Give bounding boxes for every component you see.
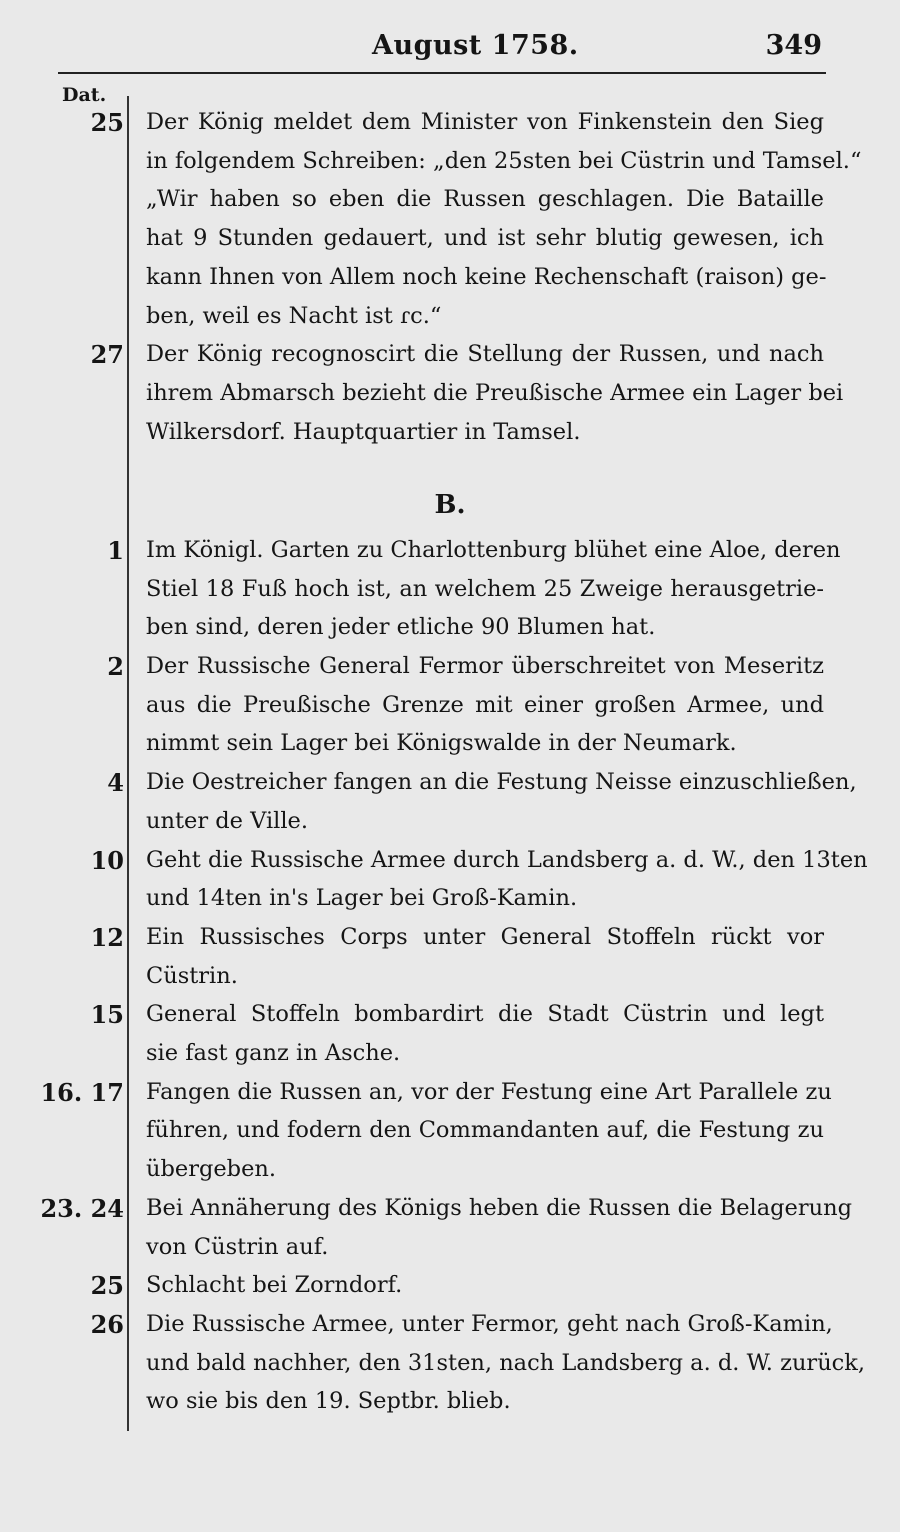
entry-text-line: General Stoffeln bombardirt die Stadt Cüstrin und legt [146, 1001, 824, 1028]
entry-text-line: nimmt sein Lager bei Königswalde in der Neumark. [146, 730, 737, 757]
entry-text-line: Ein Russisches Corps unter General Stoffeln rückt vor [146, 924, 824, 950]
entry-text-line: ben sind, deren jeder etliche 90 Blumen hat. [146, 614, 656, 641]
entry-text-line: führen, und fodern den Commandanten auf, die Festung zu [146, 1117, 824, 1144]
entry-text-line: aus die Preußische Grenze mit einer großen Armee, und [146, 691, 824, 718]
entry-text-line: Bei Annäherung des Königs heben die Russen die Belagerung [146, 1194, 853, 1221]
entry-date: 23. 24 [40, 1193, 124, 1223]
header-rule [58, 72, 826, 74]
entry-date: 25 [90, 108, 124, 137]
entry-date: 2 [107, 652, 124, 682]
entry-text-line: „Wir haben so eben die Russen geschlagen. Die Bataille [146, 186, 824, 213]
entry-text-line: von Cüstrin auf. [146, 1233, 329, 1260]
entry-date: 15 [90, 1000, 124, 1030]
entry-date: 27 [90, 340, 124, 370]
entry-date: 10 [90, 845, 124, 875]
entry-text-line: Wilkersdorf. Hauptquartier in Tamsel. [146, 418, 581, 445]
entry-text-line: ihrem Abmarsch bezieht die Preußische Armee ein Lager bei [146, 379, 844, 406]
running-title: August 1758. [372, 30, 579, 61]
entry-text-line: in folgendem Schreiben: „den 25sten bei Cüstrin und Tamsel.“ [146, 147, 862, 174]
entry-text-line: Schlacht bei Zorndorf. [146, 1272, 403, 1299]
entry-text-line: Geht die Russische Armee durch Landsberg a. d. W., den 13ten [146, 846, 868, 873]
entry-text-line: Stiel 18 Fuß hoch ist, an welchem 25 Zweige herausgetrie- [146, 575, 824, 602]
entry-date: 16. 17 [40, 1077, 124, 1107]
entry-text-line: ben, weil es Nacht ist ɾc.“ [146, 302, 442, 329]
entry-text-line: Der König recognoscirt die Stellung der Russen, und nach [146, 341, 824, 368]
date-column-divider [127, 96, 129, 1431]
entry-text-line: sie fast ganz in Asche. [146, 1040, 401, 1067]
entry-text-line: Die Russische Armee, unter Fermor, geht nach Groß-Kamin, [146, 1311, 833, 1337]
entry-date: 12 [90, 923, 124, 952]
entry-text-line: Cüstrin. [146, 962, 238, 989]
entry-date: 4 [107, 768, 124, 798]
section-heading: B. [434, 490, 466, 520]
entry-date: 1 [107, 536, 124, 565]
entry-text-line: Der König meldet dem Minister von Finkenstein den Sieg [146, 109, 824, 135]
entry-text-line: Fangen die Russen an, vor der Festung eine Art Parallele zu [146, 1078, 832, 1105]
entry-text-line: und 14ten in's Lager bei Groß-Kamin. [146, 885, 578, 912]
date-column-header: Dat. [62, 84, 107, 106]
entry-text-line: Im Königl. Garten zu Charlottenburg blühet eine Aloe, deren [146, 537, 841, 563]
running-header [0, 28, 900, 68]
entry-text-line: übergeben. [146, 1156, 277, 1183]
page-number: 349 [765, 30, 822, 61]
entry-text-line: kann Ihnen von Allem noch keine Rechenschaft (raison) ge- [146, 263, 827, 290]
entry-text-line: Die Oestreicher fangen an die Festung Neisse einzuschließen, [146, 769, 857, 796]
entry-text-line: hat 9 Stunden gedauert, und ist sehr blutig gewesen, ich [146, 225, 824, 252]
entry-text-line: und bald nachher, den 31sten, nach Landsberg a. d. W. zurück, [146, 1349, 866, 1376]
entry-date: 25 [90, 1271, 124, 1301]
entry-text-line: Der Russische General Fermor überschreitet von Meseritz [146, 653, 824, 680]
entry-date: 26 [90, 1310, 124, 1339]
entry-text-line: unter de Ville. [146, 807, 309, 834]
entry-text-line: wo sie bis den 19. Septbr. blieb. [146, 1388, 511, 1415]
